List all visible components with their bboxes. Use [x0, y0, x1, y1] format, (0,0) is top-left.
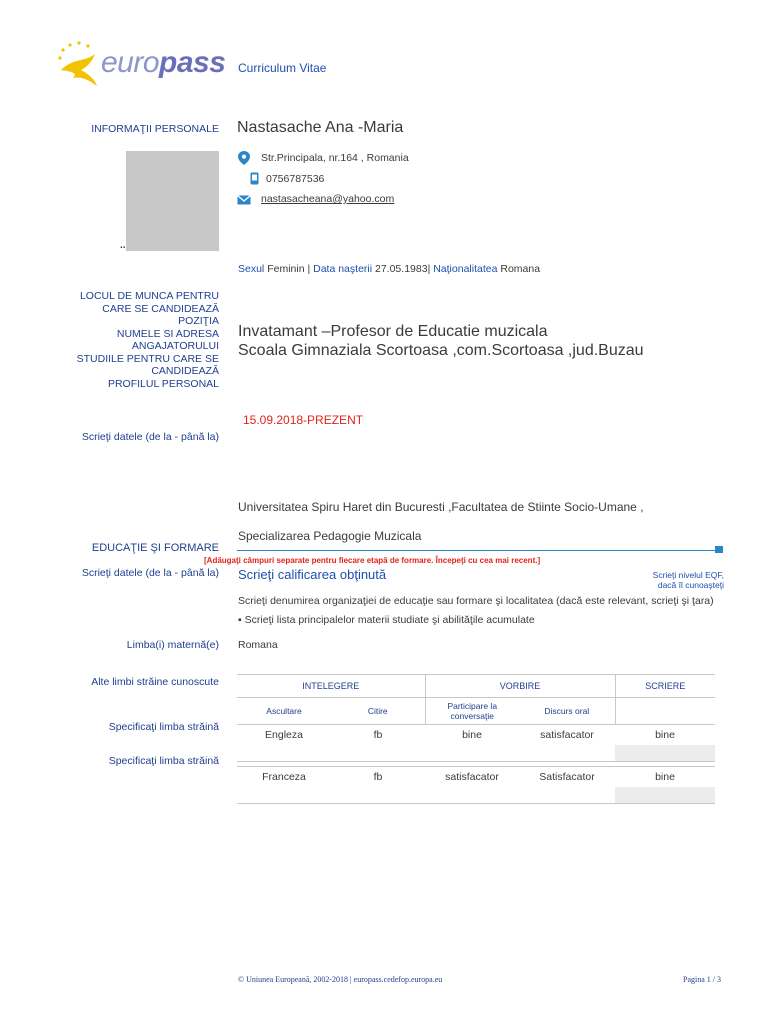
language-interaction: satisfacator	[519, 725, 615, 746]
education-hint: [Adăugaţi câmpuri separate pentru fiecare etapă de formare. Începeţi cu cea mai recent.]	[204, 556, 541, 565]
language-interaction: Satisfacator	[519, 767, 615, 788]
footer-copyright: © Uniunea Europeană, 2002-2018 | europass.cedefop.europa.eu	[238, 975, 443, 984]
education-subjects	[238, 614, 535, 626]
sex-label: Sexul	[238, 263, 265, 275]
reading-header: Citire	[367, 706, 388, 716]
table-row	[237, 767, 715, 788]
other-languages-label: Alte limbi străine cunoscute	[91, 676, 219, 688]
interaction-header	[425, 698, 519, 725]
bullet-icon: ▪	[238, 614, 245, 626]
logo-suffix: pass	[159, 46, 226, 79]
grey-cell	[615, 787, 715, 804]
nationality-label: Naţionalitatea	[433, 263, 498, 275]
language-listening: fb	[331, 767, 425, 788]
europass-logo	[55, 40, 225, 90]
education-dates-label: Scrieţi datele (de la - până la)	[81, 567, 219, 579]
job-label-line: STUDIILE PENTRU CARE SE	[76, 352, 219, 365]
address-text: Str.Principala, nr.164 , Romania	[261, 152, 409, 164]
personal-details-line: Sexul Feminin | Data naşterii 27.05.1983| Naţionalitatea Romana	[238, 263, 541, 275]
personal-info-label: INFORMAŢII PERSONALE	[91, 123, 219, 135]
job-label-line: POZIŢIA	[178, 315, 219, 327]
footer-page-number: Pagina 1 / 3	[683, 975, 721, 984]
language-listening: fb	[331, 725, 425, 746]
production-header: Discurs oral	[544, 706, 590, 716]
writing-header: SCRIERE	[615, 675, 715, 698]
education-divider	[237, 550, 717, 551]
photo-mark: ..	[120, 240, 126, 251]
job-label-line: PROFILUL PERSONAL	[107, 377, 219, 390]
foreign-language-label: Specificaţi limba străină	[108, 755, 219, 767]
job-label-line: CARE SE CANDIDEAZĂ	[102, 302, 219, 315]
education-section-label: EDUCAŢIE ŞI FORMARE	[91, 542, 219, 554]
language-table	[237, 674, 715, 804]
language-reading: satisfacator	[425, 767, 519, 788]
education-organization: Scrieţi denumirea organizaţiei de educaţie sau formare şi localitatea (dacă este relevant, scrieţi şi ţara)	[238, 595, 714, 607]
photo-placeholder	[126, 151, 219, 251]
language-name: Engleza	[237, 725, 331, 746]
language-reading: bine	[425, 725, 519, 746]
language-production: bine	[615, 725, 715, 746]
mobile-phone-icon	[250, 172, 259, 185]
experience-dates-label: Scrieţi datele (de la - până la)	[81, 431, 219, 443]
eqf-level-hint	[653, 570, 724, 590]
language-production: bine	[615, 767, 715, 788]
interaction-header-line: Participare la	[447, 701, 498, 711]
mother-tongue-value: Romana	[238, 639, 278, 651]
job-label-line: ANGAJATORULUI	[131, 340, 219, 352]
eqf-line: dacă îl cunoaşteţi	[657, 580, 724, 590]
job-label-line: LOCUL DE MUNCA PENTRU	[79, 290, 219, 302]
experience-period: 15.09.2018-PREZENT	[243, 413, 364, 427]
education-subjects-text: Scrieţi lista principalelor materii studiate şi abilităţile acumulate	[244, 614, 535, 626]
foreign-language-label: Specificaţi limba străină	[108, 721, 219, 733]
understanding-header: INTELEGERE	[237, 675, 425, 698]
logo-prefix: euro	[101, 46, 160, 79]
birth-label: Data naşterii	[313, 263, 373, 275]
nationality-value: Romana	[500, 263, 541, 275]
mother-tongue-label: Limba(i) maternă(e)	[126, 639, 219, 651]
education-qualification: Scrieţi calificarea obţinută	[238, 567, 387, 582]
job-label-line: CANDIDEAZĂ	[151, 365, 219, 377]
listening-header: Ascultare	[266, 706, 302, 716]
email-icon	[237, 195, 251, 205]
table-row	[237, 725, 715, 746]
sex-value: Feminin	[267, 263, 305, 275]
job-position: Invatamant –Profesor de Educatie muzicala	[238, 323, 548, 340]
phone-text: 0756787536	[266, 173, 325, 185]
document-title: Curriculum Vitae	[238, 61, 327, 75]
person-name: Nastasache Ana -Maria	[237, 119, 404, 136]
language-name: Franceza	[237, 767, 331, 788]
location-pin-icon	[238, 151, 250, 165]
birth-value: 27.05.1983	[375, 263, 428, 275]
education-specialization: Specializarea Pedagogie Muzicala	[238, 529, 422, 543]
employer-name: Scoala Gimnaziala Scortoasa ,com.Scortoasa ,jud.Buzau	[238, 342, 644, 359]
job-label-line: NUMELE SI ADRESA	[116, 327, 219, 340]
grey-cell	[615, 745, 715, 762]
interaction-header-line: conversaţie	[450, 711, 494, 721]
job-labels	[77, 290, 219, 390]
speaking-header: VORBIRE	[425, 675, 615, 698]
education-divider-end	[715, 546, 723, 553]
eqf-line: Scrieţi nivelul EQF,	[652, 570, 724, 580]
education-university: Universitatea Spiru Haret din Bucuresti ,Facultatea de Stiinte Socio-Umane ,	[238, 500, 644, 514]
email-link[interactable]: nastasacheana@yahoo.com	[261, 193, 395, 205]
